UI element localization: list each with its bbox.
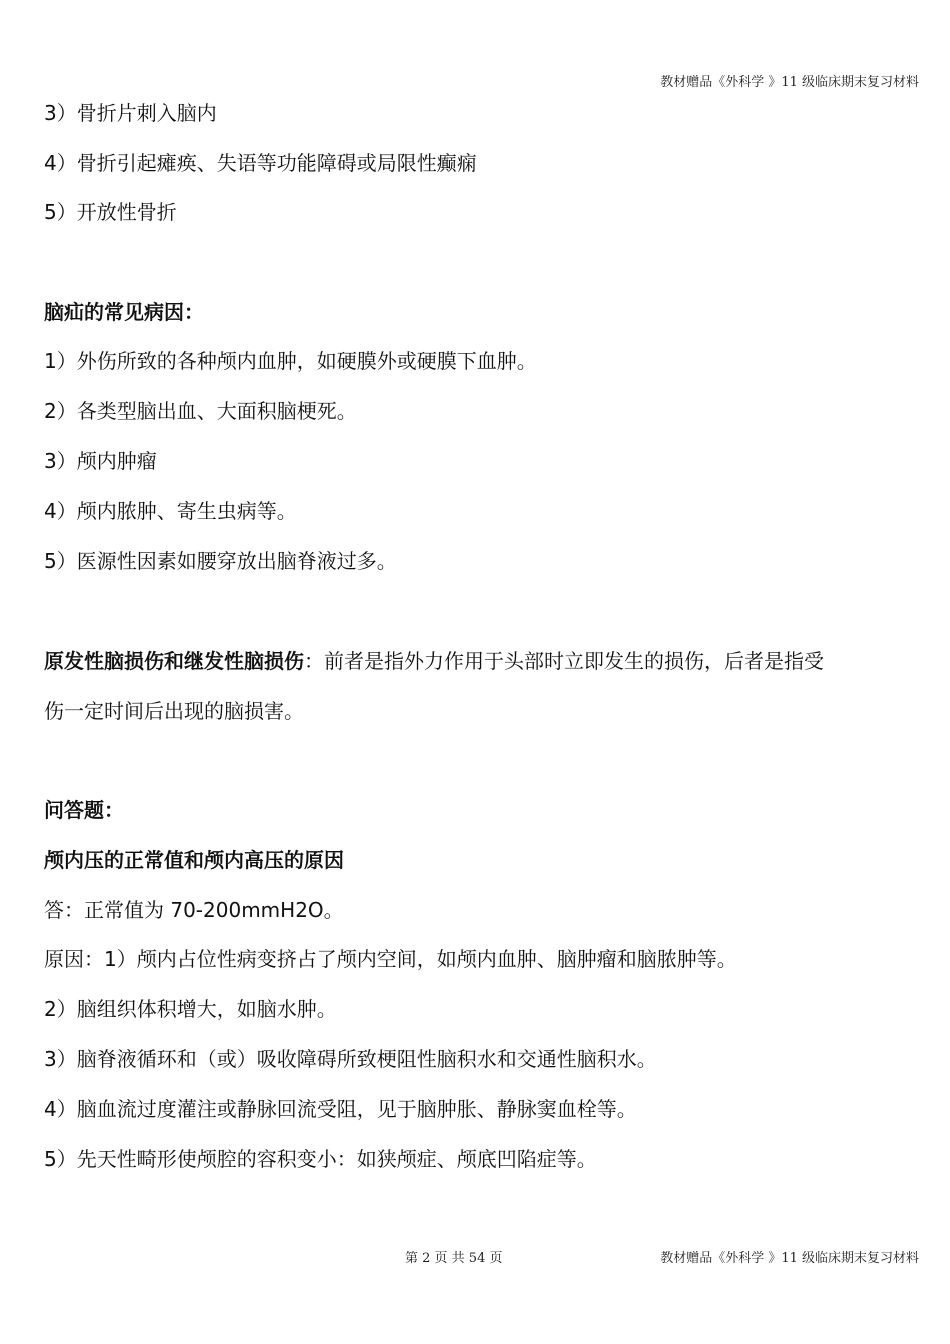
page-number: 第 2 页 共 54 页: [405, 1251, 503, 1266]
injury-text: 前者是指外力作用于头部时立即发生的损伤，后者是指受: [324, 649, 824, 673]
qa-heading: 问答题：: [44, 798, 124, 822]
qa-answer: 答：正常值为 70-200mmH2O。: [44, 898, 344, 922]
qa-question: 颅内压的正常值和颅内高压的原因: [44, 848, 344, 872]
injury-term: 原发性脑损伤和继发性脑损伤: [44, 649, 304, 673]
qa-cause-3: 3）脑脊液循环和（或）吸收障碍所致梗阻性脑积水和交通性脑积水。: [44, 1047, 657, 1071]
herniation-item-2: 2）各类型脑出血、大面积脑梗死。: [44, 399, 357, 423]
fracture-item-5: 5）开放性骨折: [44, 200, 177, 224]
page-footer-title: 教材赠品《外科学 》11 级临床期末复习材料: [660, 1251, 919, 1266]
herniation-item-3: 3）颅内肿瘤: [44, 449, 157, 473]
injury-definition-line2: 伤一定时间后出现的脑损害。: [44, 699, 304, 723]
page-header: 教材赠品《外科学 》11 级临床期末复习材料: [660, 75, 919, 90]
injury-definition-line1: [44, 647, 824, 675]
herniation-item-1: 1）外伤所致的各种颅内血肿，如硬膜外或硬膜下血肿。: [44, 349, 537, 373]
qa-cause-5: 5）先天性畸形使颅腔的容积变小：如狭颅症、颅底凹陷症等。: [44, 1147, 597, 1171]
fracture-item-4: 4）骨折引起瘫痪、失语等功能障碍或局限性癫痫: [44, 151, 477, 175]
qa-cause-4: 4）脑血流过度灌注或静脉回流受阻，见于脑肿胀、静脉窦血栓等。: [44, 1097, 637, 1121]
qa-cause-1: 原因：1）颅内占位性病变挤占了颅内空间，如颅内血肿、脑肿瘤和脑脓肿等。: [44, 947, 737, 971]
herniation-item-5: 5）医源性因素如腰穿放出脑脊液过多。: [44, 549, 397, 573]
herniation-item-4: 4）颅内脓肿、寄生虫病等。: [44, 499, 297, 523]
herniation-heading: 脑疝的常见病因：: [44, 300, 204, 324]
qa-cause-2: 2）脑组织体积增大，如脑水肿。: [44, 997, 337, 1021]
fracture-item-3: 3）骨折片刺入脑内: [44, 101, 217, 125]
injury-colon: ：: [304, 649, 324, 673]
